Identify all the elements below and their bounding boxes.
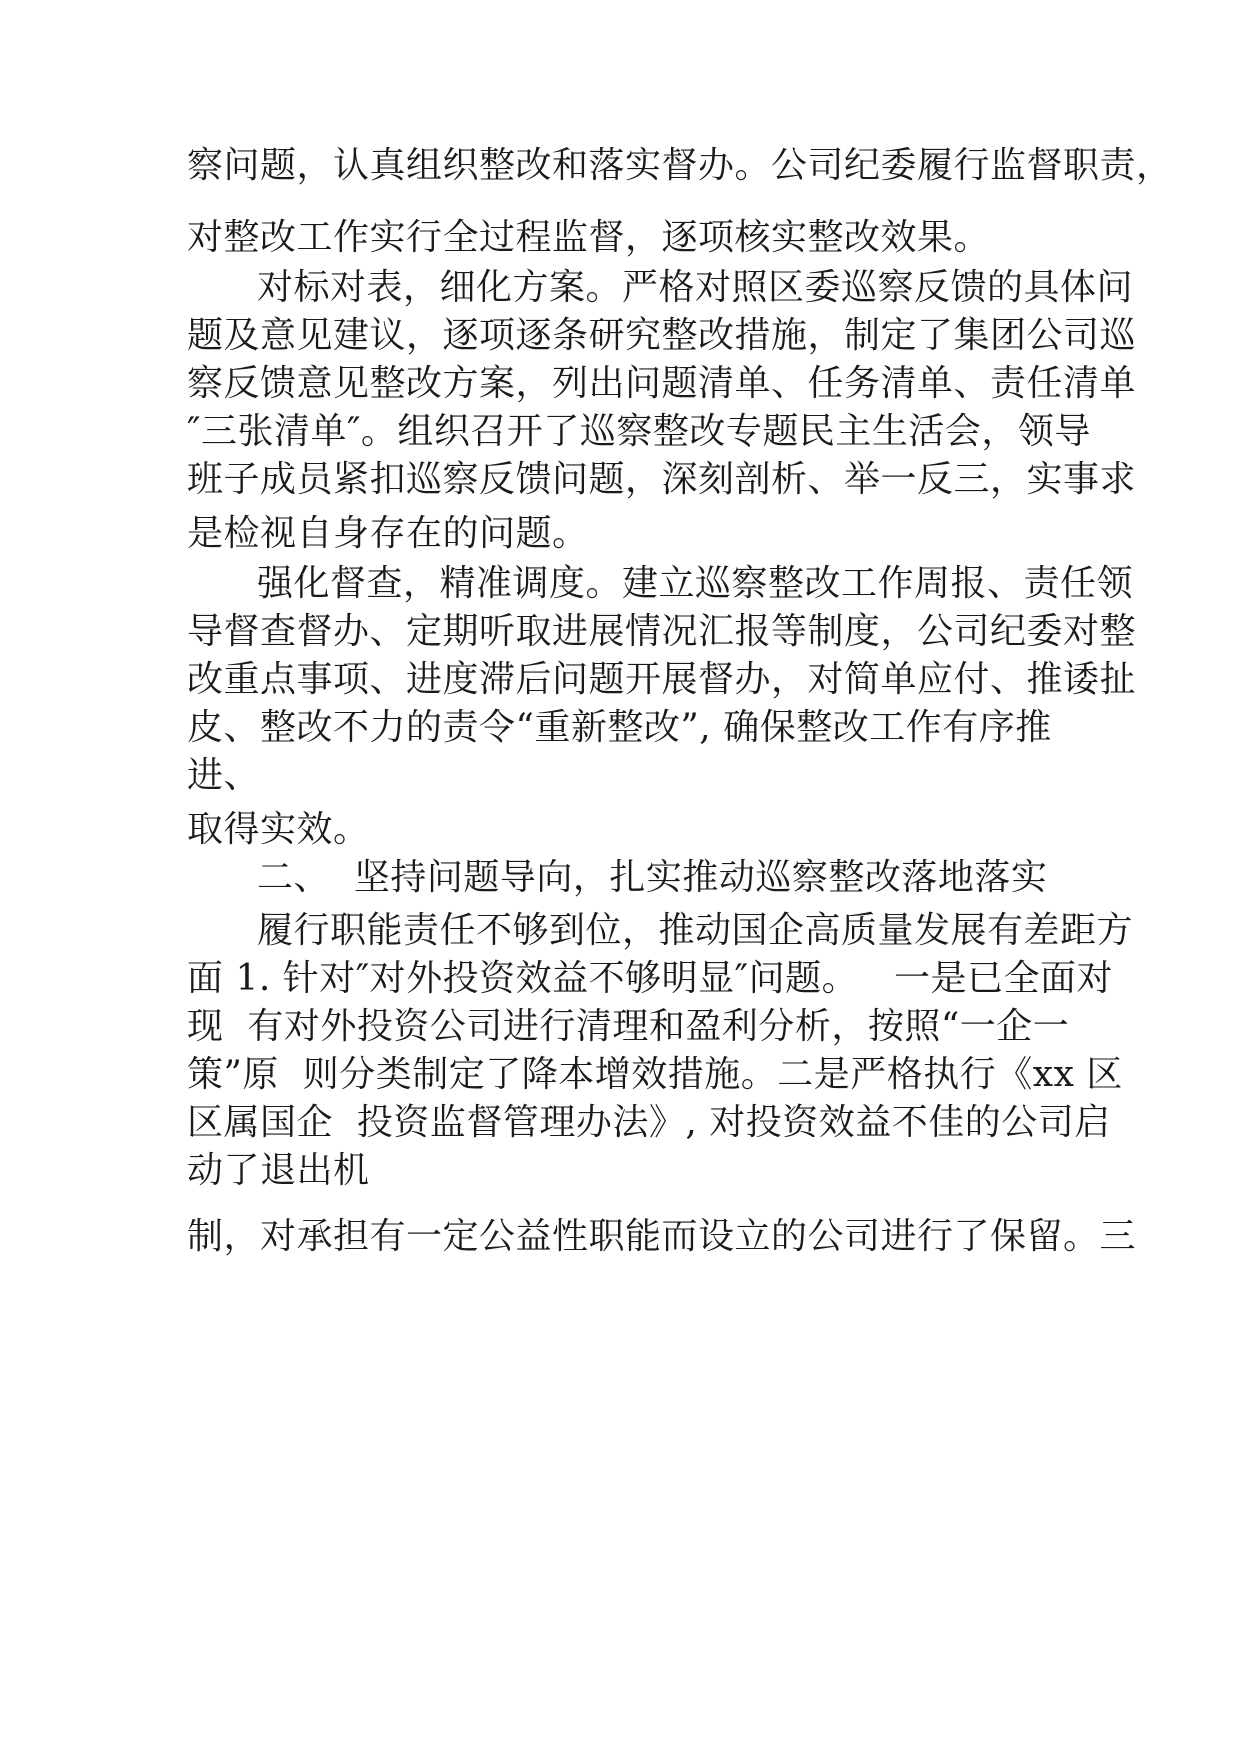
paragraph-first-line: 强化督查，精准调度。建立巡察整改工作周报、责任领 <box>257 563 1134 604</box>
text-line: 动了退出机 <box>187 1150 370 1191</box>
text-line: 对整改工作实行全过程监督，逐项核实整改效果。 <box>187 217 991 258</box>
text-line: ″三张清单″。组织召开了巡察整改专题民主生活会，领导 <box>187 411 1091 452</box>
text-line: 改重点事项、进度滞后问题开展督办，对简单应付、推诿扯 <box>187 659 1137 700</box>
text-line: 现 有对外投资公司进行清理和盈利分析，按照“一企一 <box>187 1006 1070 1047</box>
text-line: 制，对承担有一定公益性职能而设立的公司进行了保留。三 <box>187 1216 1137 1257</box>
text-line: 进、 <box>187 755 261 796</box>
text-line: 班子成员紧扣巡察反馈问题，深刻剖析、举一反三，实事求 <box>187 459 1137 500</box>
paragraph-first-line: 对标对表，细化方案。严格对照区委巡察反馈的具体问 <box>257 267 1134 308</box>
text-line: 导督查督办、定期听取进展情况汇报等制度，公司纪委对整 <box>187 611 1137 652</box>
text-line: 题及意见建议，逐项逐条研究整改措施，制定了集团公司巡 <box>187 315 1137 356</box>
paragraph-first-line: 履行职能责任不够到位，推动国企高质量发展有差距方 <box>257 910 1134 951</box>
section-heading: 二、 坚持问题导向，扎实推动巡察整改落地落实 <box>257 857 1048 898</box>
text-line: 面 1. 针对″对外投资效益不够明显″问题。 一是已全面对 <box>187 958 1113 999</box>
text-line: 皮、整改不力的责令“重新整改”, 确保整改工作有序推 <box>187 707 1052 748</box>
text-line: 察问题，认真组织整改和落实督办。公司纪委履行监督职责， <box>187 145 1173 186</box>
text-line: 策”原 则分类制定了降本增效措施。二是严格执行《xx 区 <box>187 1054 1123 1095</box>
text-line: 区属国企 投资监督管理办法》, 对投资效益不佳的公司启 <box>187 1102 1111 1143</box>
text-line: 取得实效。 <box>187 809 370 850</box>
text-line: 察反馈意见整改方案，列出问题清单、任务清单、责任清单 <box>187 363 1137 404</box>
text-line: 是检视自身存在的问题。 <box>187 513 589 554</box>
